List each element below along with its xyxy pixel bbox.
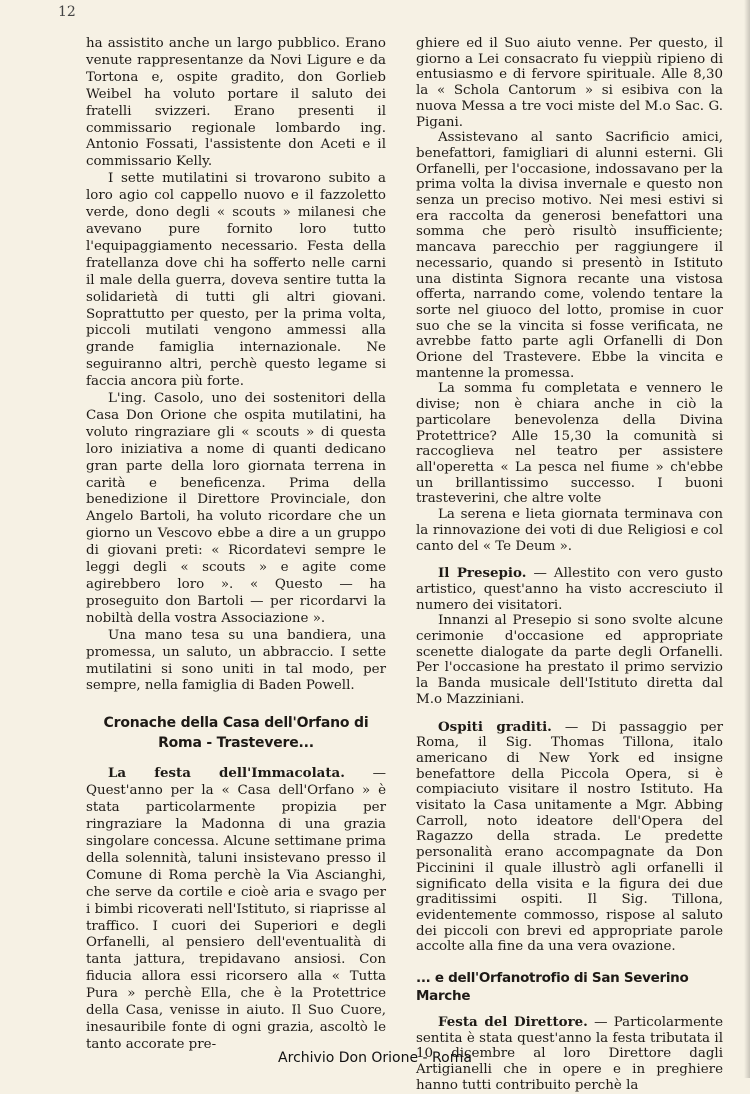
paragraph: La somma fu completata e vennero le divise; non è chiara anche in ciò la particolare benevolenza della Divina Protettrice? Alle 15,30 la comunità si raccoglieva nel teatro per assistere all'operetta « La pesca nel fiume » ch'ebbe un brillantissimo successo. I buoni trasteverini, che altre volte <box>416 381 723 507</box>
run-in-title: La festa dell'Immacolata. <box>108 765 345 782</box>
paragraph-text: — Allestito con vero gusto artistico, quest'anno ha visto accresciuto il numero dei visitatori. <box>416 566 723 613</box>
paragraph-text: — Quest'anno per la « Casa dell'Orfano » è stata particolarmente propizia per ringraziare la Madonna di una grazia singolare concessa. Alcune settimane prima della solennità, taluni insistevano presso il Comune di Roma perchè la Via Ascianghi, che serve da cortile e cioè aria e svago per i bimbi ricoverati nell'Istituto, si riaprisse al traffico. I cuori dei Superiori e degli Orfanelli, al pensiero dell'eventualità di tanta jattura, trepidavano ansiosi. Con fiducia allora essi ricorsero alla « Tutta Pura » perchè Ella, che è la Protettrice della Casa, venisse in aiuto. Il Suo Cuore, inesauribile fonte di ogni grazia, ascoltò le tanto accorate pre- <box>86 766 387 1052</box>
section-heading: Cronache della Casa dell'Orfano di Roma - Trastevere... <box>103 715 369 752</box>
page-edge-shadow <box>744 0 750 1078</box>
paragraph <box>416 720 723 956</box>
paragraph: Innanzi al Presepio si sono svolte alcune cerimonie d'occasione ed appropriate scenette dialogate da parte degli Orfanelli. Per l'occasione ha prestato il primo servizio la Banda musicale dell'Istituto diretta dal M.o Mazziniani. <box>416 613 723 707</box>
paragraph: ghiere ed il Suo aiuto venne. Per questo, il giorno a Lei consacrato fu vieppiù ripieno di entusiasmo e di fervore spirituale. Alle 8,30 la « Schola Cantorum » si esibiva con la nuova Messa a tre voci miste del M.o Sac. G. Pigani. <box>416 36 723 130</box>
left-column <box>86 36 386 1054</box>
paragraph: Assistevano al santo Sacrificio amici, benefattori, famigliari di alunni esterni. Gli Orfanelli, per l'occasione, indossavano per la prima volta la divisa invernale e questo non senza un preciso motivo. Nei mesi estivi si era raccolta da generosi benefattori una somma che però risultò insufficiente; mancava parecchio per raggiungere il necessario, quando si presentò in Istituto una distinta Signora recante una vistosa offerta, narrando come, volendo tentare la sorte nel giuoco del lotto, promise in cuor suo che se la vincita si fosse verificata, ne avrebbe fatto parte agli Orfanelli di Don Orione del Trastevere. Ebbe la vincita e mantenne la promessa. <box>416 130 723 381</box>
paragraph <box>416 566 723 613</box>
run-in-title: Ospiti graditi. <box>438 718 552 735</box>
paragraph <box>86 765 386 1053</box>
section-heading: ... e dell'Orfanotrofio di San Severino Marche <box>416 970 689 1005</box>
paragraph: Una mano tesa su una bandiera, una promessa, un saluto, un abbraccio. I sette mutilatini si sono uniti in tal modo, per sempre, nella famiglia di Baden Powell. <box>86 627 386 694</box>
paragraph: L'ing. Casolo, uno dei sostenitori della Casa Don Orione che ospita mutilatini, ha voluto ringraziare gli « scouts » di questa loro iniziativa a nome di quanti dedicano gran parte della loro giornata terrena in carità e beneficenza. Prima della benedizione il Direttore Provinciale, don Angelo Bartoli, ha voluto ricordare che un giorno un Vescovo ebbe a dire a un gruppo di giovani preti: « Ricordatevi sempre le leggi degli « scouts » e agite come agirebbero loro ». « Questo — ha proseguito don Bartoli — per ricordarvi la nobiltà della vostra Associazione ». <box>86 391 386 626</box>
paragraph-text: — Particolarmente sentita è stata quest'anno la festa tributata il 10 dicembre al loro Direttore dagli Artigianelli che in opere e in preghiere hanno tutti contribuito perchè la <box>416 1015 723 1093</box>
paragraph: ha assistito anche un largo pubblico. Erano venute rappresentanze da Novi Ligure e da Tortona e, ospite gradito, don Gorlieb Weibel ha voluto portare il saluto dei fratelli svizzeri. Erano presenti il commissario regionale lombardo ing. Antonio Fossati, l'assistente don Aceti e il commissario Kelly. <box>86 36 386 170</box>
archive-footer: Archivio Don Orione - Roma <box>278 1050 472 1066</box>
paragraph-text: — Di passaggio per Roma, il Sig. Thomas Tillona, italo americano di New York ed insigne benefattore della Piccola Opera, si è compiaciuto visitare il nostro Istituto. Ha visitato la Casa unitamente a Mgr. Abbing Carroll, noto ideatore dell'Opera del Ragazzo della strada. Le predette personalità erano accompagnate da Don Piccinini il quale illustrò agli orfanelli il significato della visita e la figura dei due graditissimi ospiti. Il Sig. Tillona, evidentemente commosso, rispose al saluto dei piccoli con brevi ed appropriate parole accolte alla fine da una vera ovazione. <box>416 719 723 955</box>
right-column <box>416 36 723 1094</box>
paragraph: I sette mutilatini si trovarono subito a loro agio col cappello nuovo e il fazzoletto verde, dono degli « scouts » milanesi che avevano pure fornito loro tutto l'equipaggiamento necessario. Festa della fratellanza dove chi ha sofferto nelle carni il male della guerra, doveva sentire tutta la solidarietà di tutti gli altri giovani. Soprattutto per questo, per la prima volta, piccoli mutilati vengono ammessi alla grande famiglia internazionale. Ne seguiranno altri, perchè questo legame si faccia ancora più forte. <box>86 171 386 390</box>
paragraph: La serena e lieta giornata terminava con la rinnovazione dei voti di due Religiosi e col canto del « Te Deum ». <box>416 507 723 554</box>
page-number: 12 <box>58 4 76 20</box>
run-in-title: Festa del Direttore. <box>438 1014 588 1031</box>
run-in-title: Il Presepio. <box>438 565 527 582</box>
